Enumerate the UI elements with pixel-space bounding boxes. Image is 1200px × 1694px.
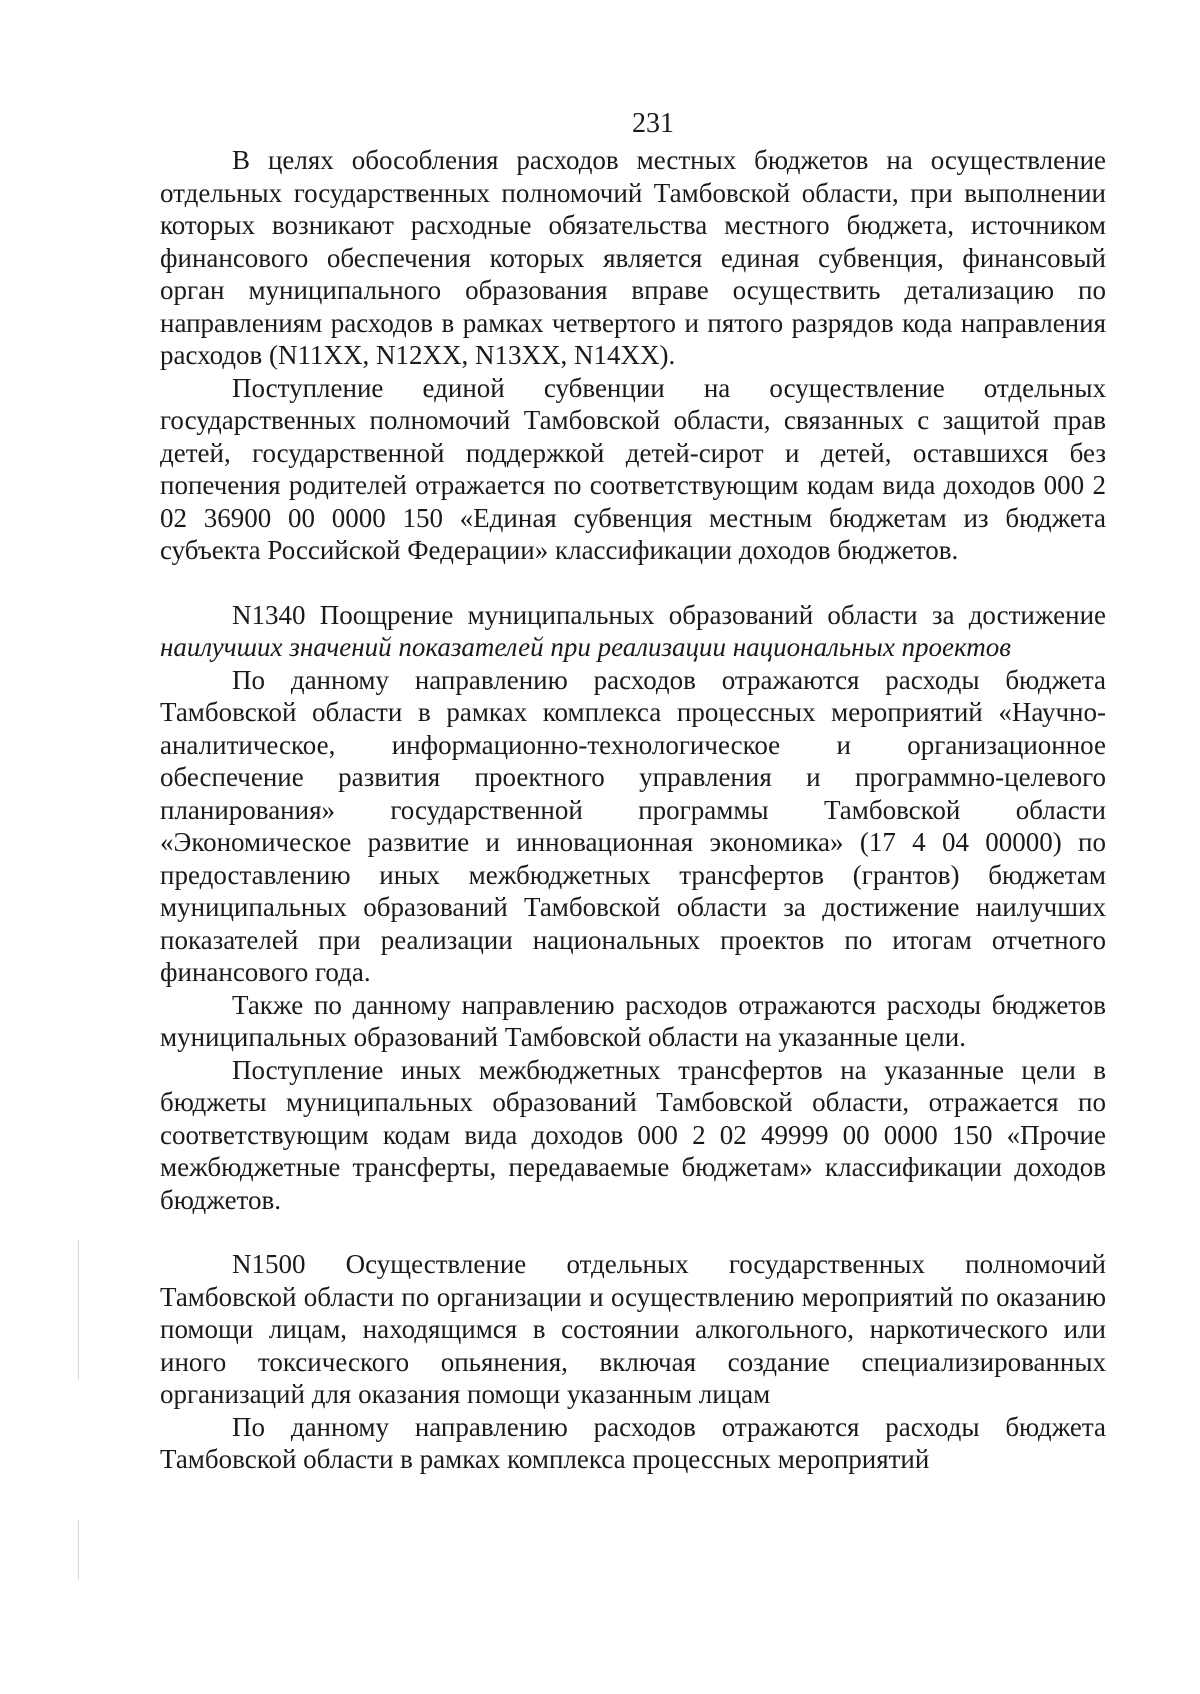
paragraph-budget-separation: В целях обособления расходов местных бюджетов на осуществление отдельных государственных полномочий Тамбовской области, при выполнении которых возникают расходные обязательства местного бюджета, источником финансового обеспечения которых является единая субвенция, финансовый орган муниципального образования вправе осуществить детализацию по направлениям расходов в рамках четвертого и пятого разрядов кода направления расходов (N11XX, N12XX, N13XX, N14XX). (160, 145, 1106, 370)
paragraph-subvention-receipt: Поступление единой субвенции на осуществление отдельных государственных полномочий Тамбовской области, связанных с защитой прав детей, государственной поддержкой детей-сирот и детей, оставшихся без попечения родителей отражается по соответствующим кодам вида доходов 000 2 02 36900 00 0000 150 «Единая субвенция местным бюджетам из бюджета субъекта Российской Федерации» классификации доходов бюджетов. (160, 372, 1106, 565)
paragraph-n1340-municipal: Также по данному направлению расходов отражаются расходы бюджетов муниципальных образований Тамбовской области на указанные цели. (160, 989, 1106, 1052)
document-page (160, 108, 1106, 1476)
scan-margin-mark (78, 1520, 79, 1580)
section-heading-n1340-text: N1340 Поощрение муниципальных образований области за достижение (232, 599, 1106, 630)
paragraph-n1340-expenses: По данному направлению расходов отражаются расходы бюджета Тамбовской области в рамках комплекса процессных мероприятий «Научно-аналитическое, информационно-технологическое и организационное обеспечение развития проектного управления и программно-целевого планирования» государственной программы Тамбовской области «Экономическое развитие и инновационная экономика» (17 4 04 00000) по предоставлению иных межбюджетных трансфертов (грантов) бюджетам муниципальных образований Тамбовской области за достижение наилучших показателей при реализации национальных проектов по итогам отчетного финансового года. (160, 664, 1106, 987)
page-number: 231 (632, 108, 674, 139)
section-heading-n1500: N1500 Осуществление отдельных государственных полномочий Тамбовской области по организации и осуществлению мероприятий по оказанию помощи лицам, находящимся в состоянии алкогольного, наркотического или иного токсического опьянения, включая создание специализированных организаций для оказания помощи указанным лицам (160, 1249, 1106, 1409)
section-heading-n1340-italic: наилучших значений показателей при реализации национальных проектов (160, 632, 1012, 662)
paragraph-n1500-expenses: По данному направлению расходов отражаются расходы бюджета Тамбовской области в рамках комплекса процессных мероприятий (160, 1411, 1106, 1474)
paragraph-n1340-transfers: Поступление иных межбюджетных трансфертов на указанные цели в бюджеты муниципальных образований Тамбовской области, отражается по соответствующим кодам вида доходов 000 2 02 49999 00 0000 150 «Прочие межбюджетные трансферты, передаваемые бюджетам» классификации доходов бюджетов. (160, 1054, 1106, 1215)
section-heading-n1340 (160, 599, 1106, 664)
scan-margin-mark (78, 1240, 79, 1380)
